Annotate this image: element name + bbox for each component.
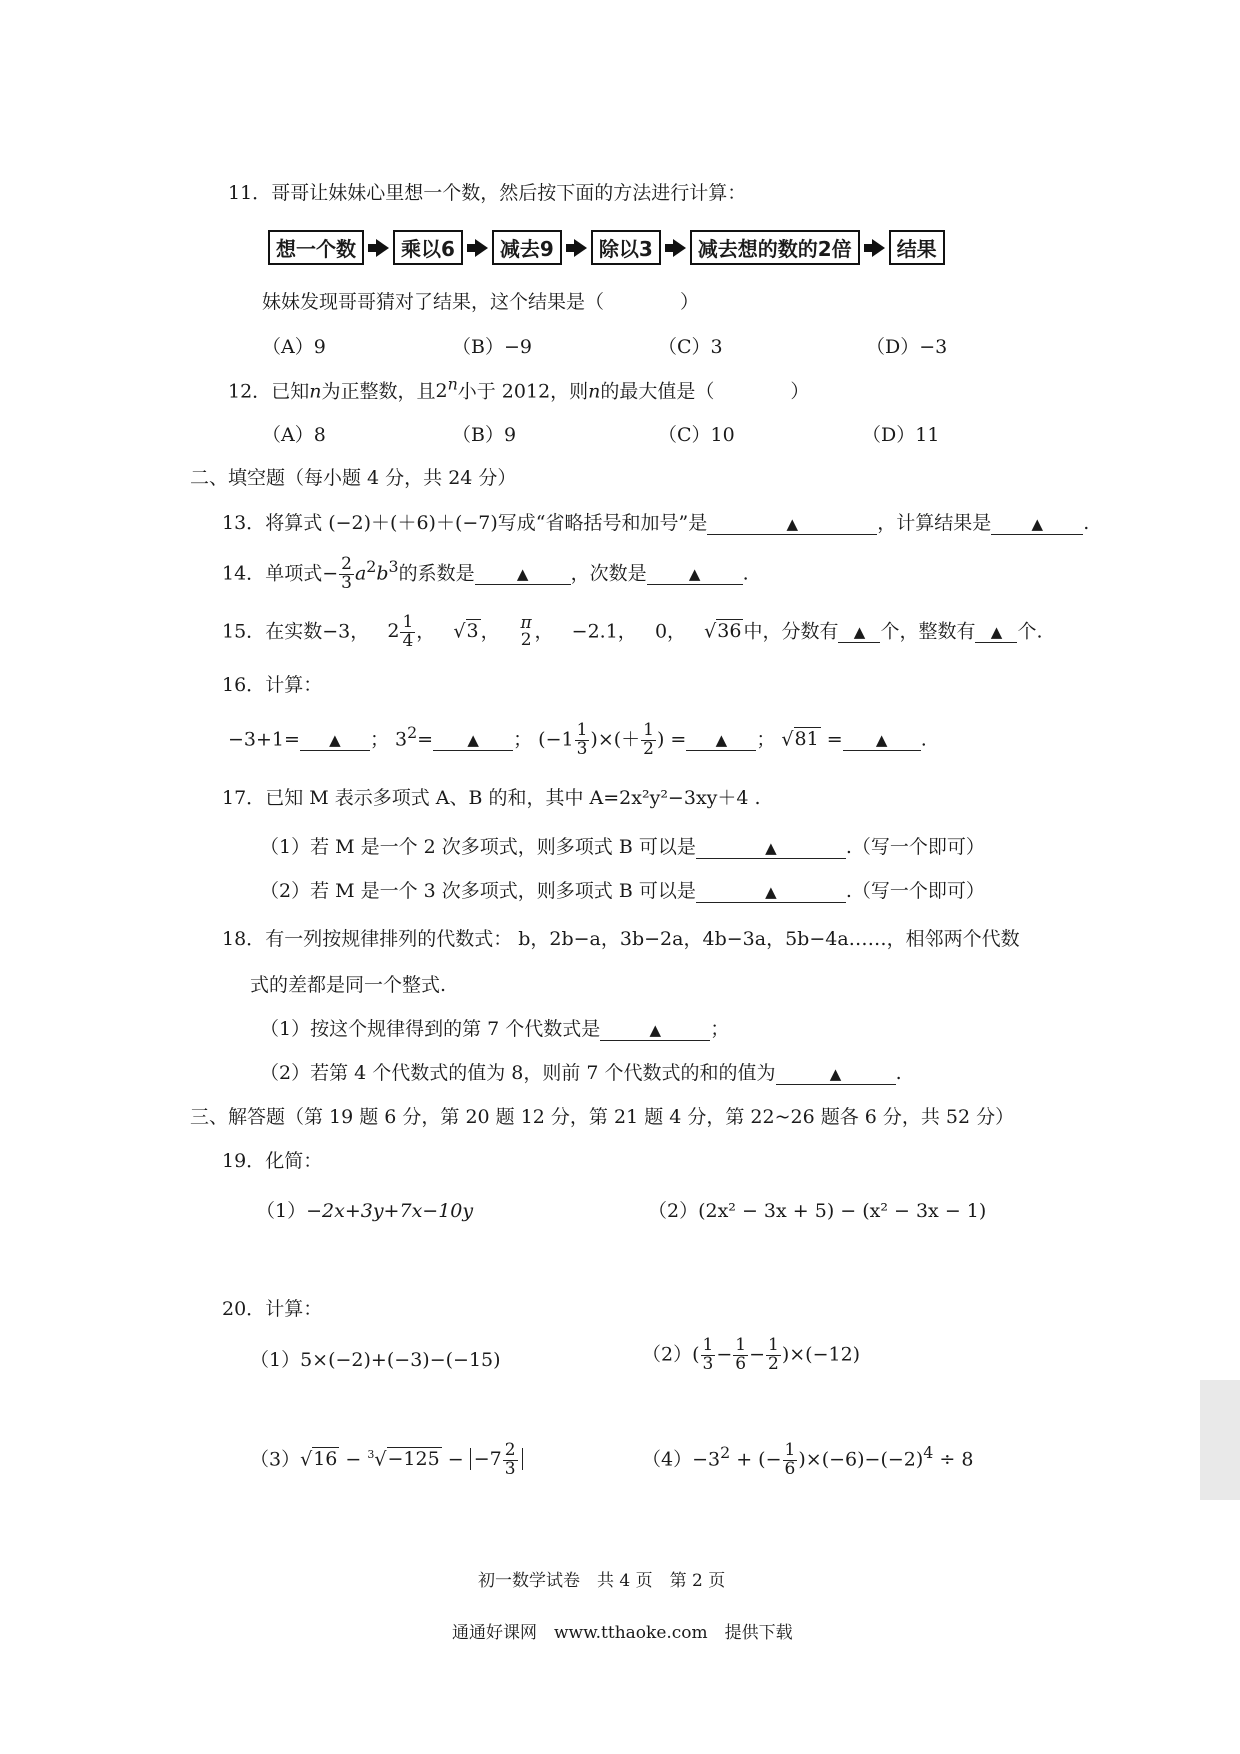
q12-option-b: （B）9 <box>452 424 517 446</box>
answer-blank[interactable] <box>838 621 880 643</box>
q12-text: 的最大值是（ ） <box>600 380 810 403</box>
q12-text: 小于 2012，则 <box>457 380 589 403</box>
answer-blank[interactable] <box>975 621 1017 643</box>
q11-text: 哥哥让妹妹心里想一个数，然后按下面的方法进行计算： <box>271 182 747 204</box>
q18-part-1: （1）按这个规律得到的第 7 个代数式是 ▲ ； <box>260 1018 730 1040</box>
blank-marker-icon: ▲ <box>990 623 1003 642</box>
answer-blank[interactable] <box>686 729 756 751</box>
q18-number: 18． <box>222 928 266 950</box>
blank-marker-icon: ▲ <box>786 515 799 533</box>
flow-step-2: 乘以6 <box>393 230 463 265</box>
blank-marker-icon: ▲ <box>467 731 479 750</box>
answer-blank[interactable] <box>776 1063 896 1085</box>
blank-marker-icon: ▲ <box>853 623 866 642</box>
answer-blank[interactable] <box>696 881 846 903</box>
flow-step-6: 结果 <box>889 230 945 265</box>
q11-option-a: （A）9 <box>262 336 326 358</box>
q18-text-cont: 式的差都是同一个整式. <box>250 974 447 996</box>
answer-blank[interactable] <box>696 837 846 859</box>
q14-line: 14．单项式− $\frac{2}{3}$ $a^2b^3$的系数是 ▲ ，次数是 ▲ . <box>222 554 749 593</box>
download-credit: 通通好课网 www.tthaoke.com 提供下载 <box>452 1623 793 1643</box>
sqrt-expr: √81 <box>781 728 819 751</box>
q11-option-c: （C）3 <box>658 336 723 358</box>
flow-arrow-icon <box>673 239 686 257</box>
blank-marker-icon: ▲ <box>516 565 529 584</box>
q16-label: 计算： <box>265 674 323 696</box>
q17-text: 已知 M 表示多项式 A、B 的和，其中 A=2x²y²−3xy＋4 . <box>265 787 761 809</box>
q11-option-b: （B）−9 <box>452 336 532 358</box>
q11-option-d: （D）−3 <box>866 336 948 358</box>
answer-blank[interactable] <box>433 729 513 751</box>
q12-var: n <box>309 380 322 403</box>
section-3-title: 三、解答题（第 19 题 6 分，第 20 题 12 分，第 21 题 4 分，第 22~26 题各 6 分，共 52 分） <box>190 1106 1015 1128</box>
q20-part-3: （3）√16 − $^3$√−125 − −7 $\frac{2}{3}$ <box>250 1442 523 1479</box>
q12-option-c: （C）10 <box>658 424 735 446</box>
q17-part-2: （2）若 M 是一个 3 次多项式，则多项式 B 可以是 ▲ .（写一个即可） <box>260 880 985 902</box>
blank-marker-icon: ▲ <box>329 731 341 750</box>
flow-arrow-icon <box>872 239 885 257</box>
blank-marker-icon: ▲ <box>765 883 777 901</box>
q20-label: 计算： <box>265 1298 323 1320</box>
q17-line <box>222 783 761 810</box>
q15-text: 在实数 <box>265 620 323 643</box>
q19-part-2: （2）(2x² − 3x + 5) − (x² − 3x − 1) <box>648 1200 987 1222</box>
fraction: $\frac{2}{3}$ <box>341 554 352 593</box>
q12-number: 12． <box>228 380 272 403</box>
q17-part-1: （1）若 M 是一个 2 次多项式，则多项式 B 可以是 ▲ .（写一个即可） <box>260 836 985 858</box>
q19-label: 化简： <box>265 1150 323 1172</box>
flow-step-4: 除以3 <box>591 230 661 265</box>
blank-marker-icon: ▲ <box>688 565 701 584</box>
answer-blank[interactable] <box>843 729 921 751</box>
flow-step-5: 减去想的数的2倍 <box>690 230 860 265</box>
q18-line <box>222 924 1020 951</box>
q11-stem: 妹妹发现哥哥猜对了结果，这个结果是（ ） <box>262 291 700 313</box>
q14-text: 单项式 <box>265 562 323 585</box>
q13-line: 13．将算式 (−2)＋(＋6)＋(−7)写成“省略括号和加号”是 ▲ ，计算结果是 ▲ . <box>222 512 1090 534</box>
q14-text: ，次数是 <box>570 562 647 585</box>
q11-number: 11． <box>228 182 272 204</box>
q18-part-2: （2）若第 4 个代数式的值为 8，则前 7 个代数式的和的值为 ▲ . <box>260 1062 902 1084</box>
q14-text: 的系数是 <box>398 562 475 585</box>
q20-part-2: （2）( $\frac{1}{3}$ − $\frac{1}{6}$ − $\frac{1}{2}$ )×(−12) <box>642 1335 861 1374</box>
q19-line <box>222 1146 322 1173</box>
q18-text: 有一列按规律排列的代数式： b，2b−a，3b−2a，4b−3a，5b−4a……，相邻两个代数 <box>265 928 1020 950</box>
q15-number: 15． <box>222 620 266 643</box>
q19-number: 19． <box>222 1150 266 1172</box>
answer-blank[interactable] <box>300 729 370 751</box>
page-footer: 初一数学试卷 共 4 页 第 2 页 <box>478 1571 726 1591</box>
q20-part-1: （1）5×(−2)+(−3)−(−15) <box>250 1349 501 1371</box>
sqrt-expr: √36 <box>704 620 742 643</box>
q16-expressions: −3+1= ▲ ； $3^2=$ ▲ ； (−1 $\frac{1}{3}$ )×(＋ $\frac{1}{2}$ ) = ▲ ； √81 = ▲ . <box>228 720 927 759</box>
scan-shadow-right <box>1200 1380 1240 1500</box>
answer-blank[interactable] <box>707 513 877 535</box>
blank-marker-icon: ▲ <box>765 839 777 857</box>
q12-text: 已知 <box>271 380 310 403</box>
q12-var: n <box>588 380 601 403</box>
blank-marker-icon: ▲ <box>829 1065 842 1083</box>
q13-text: 将算式 (−2)＋(＋6)＋(−7)写成“省略括号和加号”是 <box>265 512 708 534</box>
q13-text: ，计算结果是 <box>877 512 992 534</box>
q11-line <box>228 178 746 205</box>
fraction: π 2 <box>520 612 532 651</box>
q20-number: 20． <box>222 1298 266 1320</box>
q12-text: 为正整数，且 <box>321 380 436 403</box>
q16-number: 16． <box>222 674 266 696</box>
blank-marker-icon: ▲ <box>875 731 888 750</box>
blank-marker-icon: ▲ <box>1031 515 1044 533</box>
q15-text: 个，整数有 <box>880 620 976 643</box>
sqrt-expr: √3 <box>453 620 479 643</box>
q12-power: 2$^n$ <box>435 375 458 403</box>
q15-text: 中，分数有 <box>743 620 839 643</box>
q12-option-a: （A）8 <box>262 424 326 446</box>
answer-blank[interactable] <box>991 513 1083 535</box>
q15-line: 15．在实数−3， 2 $\frac{1}{4}$ ， √3 ， π 2 ， −2.1， 0， √36 中，分数有 ▲ 个，整数有 ▲ 个. <box>222 612 1043 651</box>
q13-number: 13． <box>222 512 266 534</box>
q14-number: 14． <box>222 562 266 585</box>
q11-flowchart <box>268 230 945 265</box>
flow-step-3: 减去9 <box>492 230 562 265</box>
answer-blank[interactable] <box>600 1019 710 1041</box>
q20-part-4: $(4)-3^2$ + (− $\frac{1}{6}$ )$\times(-6)-(-2)^4 \div 8$ <box>642 1440 974 1479</box>
q17-number: 17． <box>222 787 266 809</box>
q12-line <box>228 375 809 403</box>
flow-arrow-icon <box>475 239 488 257</box>
q12-option-d: （D）11 <box>862 424 940 446</box>
blank-marker-icon: ▲ <box>649 1021 662 1039</box>
flow-step-1: 想一个数 <box>268 230 364 265</box>
blank-marker-icon: ▲ <box>715 731 728 750</box>
answer-blank[interactable] <box>647 563 743 585</box>
mixed-number: 2 $\frac{1}{4}$ <box>387 612 414 651</box>
section-2-title: 二、填空题（每小题 4 分，共 24 分） <box>190 467 517 489</box>
flow-arrow-icon <box>574 239 587 257</box>
q20-line <box>222 1294 322 1321</box>
q15-text: 个. <box>1017 620 1043 643</box>
answer-blank[interactable] <box>475 563 571 585</box>
flow-arrow-icon <box>376 239 389 257</box>
q16-label-line <box>222 670 322 697</box>
q19-part-1: （1）−2x+3y+7x−10y <box>256 1200 474 1222</box>
